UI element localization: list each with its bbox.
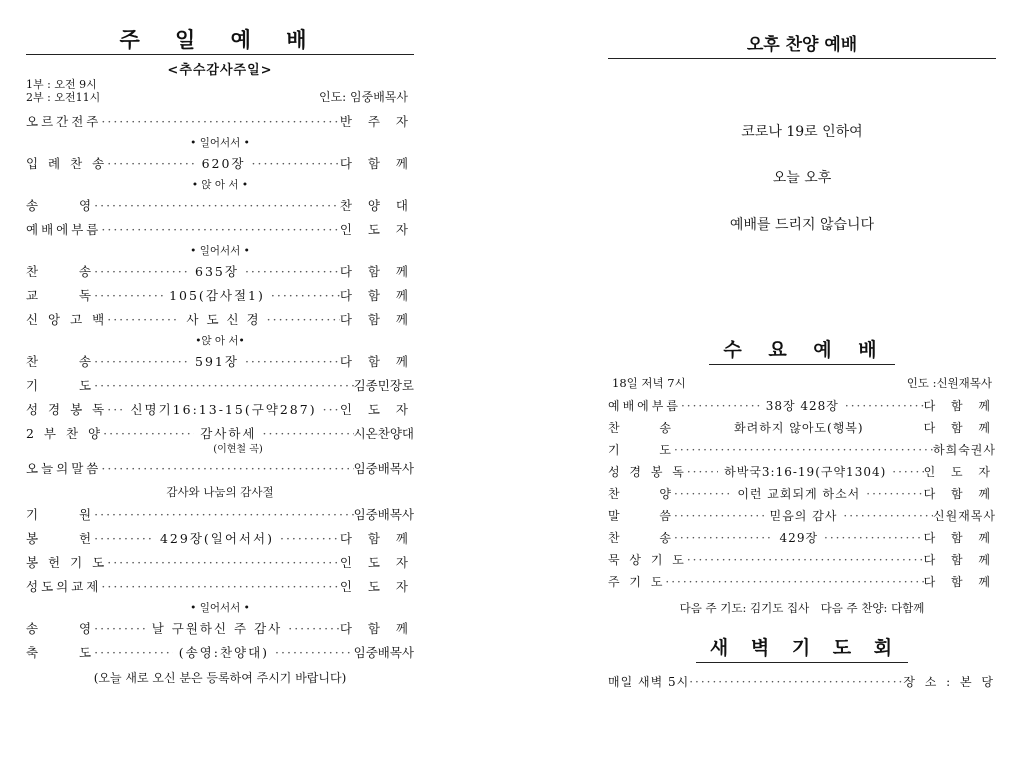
worship-item	[26, 284, 414, 308]
item-person: 다 함 께	[923, 399, 996, 413]
item-person: 인 도 자	[339, 579, 414, 594]
item-detail: 105(감사절1)	[169, 288, 265, 303]
wednesday-item	[608, 483, 996, 505]
item-label: 송 영	[26, 198, 95, 213]
dawn-prayer-place: 장 소 : 본 당	[903, 675, 996, 689]
worship-item	[26, 617, 414, 641]
item-label: 찬 송	[26, 354, 95, 369]
service1-time: 1부 : 오전 9시	[26, 78, 97, 91]
leader-dots	[94, 641, 173, 665]
leader-dots	[288, 617, 340, 641]
worship-item	[26, 551, 414, 575]
item-label: 말 씀	[608, 509, 674, 523]
item-label: 2 부 찬 양	[26, 426, 104, 441]
item-label: 기 도	[608, 443, 674, 457]
wednesday-service-title: 수 요 예 배	[608, 335, 996, 365]
leader-dots	[94, 260, 189, 284]
leader-dots	[245, 260, 340, 284]
item-person: 다 함 께	[923, 421, 997, 435]
posture-note: • 일어서서 •	[190, 137, 250, 149]
item-person: 다 함 께	[339, 621, 414, 636]
worship-item	[26, 641, 414, 665]
item-label: 오늘의말씀	[26, 461, 102, 476]
item-detail: 화려하지 않아도(행복)	[734, 421, 864, 435]
item-person: 다 함 께	[923, 531, 996, 545]
dawn-prayer-title: 새 벽 기 도 회	[608, 633, 996, 663]
item-person: 인 도 자	[339, 222, 414, 237]
wednesday-info	[608, 375, 996, 391]
covid-message-line1: 코로나 19로 인하여	[741, 124, 863, 140]
posture-note: • 앉 아 서 •	[191, 179, 249, 191]
item-label: 송 영	[26, 621, 95, 636]
item-label: 찬 송	[26, 264, 95, 279]
leader-dots	[275, 641, 354, 665]
item-detail: 635장	[195, 264, 239, 279]
wednesday-order	[608, 395, 996, 593]
item-person: 다 함 께	[923, 487, 996, 501]
item-label: 기 도	[26, 378, 95, 393]
sermon-theme: 감사와 나눔의 감사절	[166, 485, 274, 499]
item-label: 성 경 봉 독	[608, 465, 687, 479]
item-label: 찬 양	[608, 487, 674, 501]
leader-dots	[107, 308, 180, 332]
posture-note: • 일어서서 •	[190, 602, 250, 614]
item-label: 입 례 찬 송	[26, 156, 108, 171]
item-label: 예배에부름	[608, 399, 681, 413]
item-label: 예배에부름	[26, 222, 102, 237]
worship-item	[26, 152, 414, 176]
leader-dots	[665, 571, 923, 593]
covid-message-line2: 오늘 오후	[772, 170, 832, 186]
leader-dots	[687, 461, 718, 483]
item-person: 인 도 자	[339, 555, 414, 570]
item-detail: 신명기16:13-15(구약287)	[130, 402, 317, 417]
worship-item	[26, 398, 414, 422]
item-label: 신 앙 고 백	[26, 312, 108, 327]
item-label: 성도의교제	[26, 579, 102, 594]
posture-note: • 일어서서 •	[190, 245, 250, 257]
leader-dots	[107, 551, 340, 575]
item-detail: 620장	[201, 156, 246, 171]
worship-item	[26, 527, 414, 551]
wednesday-item	[608, 439, 996, 461]
leader-dots	[674, 527, 774, 549]
leader-dots	[252, 152, 340, 176]
item-person: 하희숙권사	[933, 443, 996, 457]
leader-dots	[101, 457, 353, 481]
item-label: 봉 헌 기 도	[26, 555, 108, 570]
item-person: 다 함 께	[339, 531, 414, 546]
item-person: 임중배목사	[353, 507, 414, 522]
leader-dots	[101, 110, 339, 134]
leader-dots	[94, 374, 353, 398]
leader-dots	[263, 422, 354, 446]
worship-item	[26, 350, 414, 374]
leader-dots	[245, 350, 340, 374]
service2-time: 2부 : 오전11시	[26, 91, 101, 104]
item-person: 김종민장로	[353, 378, 414, 393]
dawn-prayer-row	[608, 671, 996, 693]
item-person: 다 함 께	[339, 264, 414, 279]
wednesday-item	[608, 549, 996, 571]
wednesday-item	[608, 461, 996, 483]
wednesday-item	[608, 417, 996, 439]
order-of-worship	[26, 110, 414, 665]
item-detail: 이런 교회되게 하소서	[737, 487, 861, 501]
item-label: 찬 송	[608, 421, 674, 435]
leader-dots	[681, 395, 760, 417]
service-leader: 인도: 임중배목사	[318, 90, 408, 104]
leader-dots	[674, 505, 764, 527]
item-person: 임중배목사	[353, 461, 414, 476]
item-person: 신원재목사	[933, 509, 996, 523]
leader-dots	[323, 398, 340, 422]
item-person: 다 함 께	[923, 553, 996, 567]
worship-item	[26, 374, 414, 398]
item-detail: 사 도 신 경	[186, 312, 261, 327]
item-label: 축 도	[26, 645, 95, 660]
leader-dots	[674, 483, 731, 505]
item-subnote: (이현철 곡)	[213, 444, 263, 455]
worship-item	[26, 218, 414, 242]
item-label: 주 기 도	[608, 575, 666, 589]
item-detail: 날 구원하신 주 감사	[151, 621, 283, 636]
leader-dots	[103, 422, 194, 446]
leader-dots	[101, 575, 339, 599]
right-column	[608, 0, 996, 693]
worship-item	[26, 575, 414, 599]
title-rule	[26, 54, 414, 55]
item-detail: (송영:찬양대)	[178, 645, 270, 660]
item-label: 봉 헌	[26, 531, 95, 546]
leader-dots	[94, 284, 163, 308]
item-detail: 하박국3:16-19(구약1304)	[724, 465, 887, 479]
leader-dots	[94, 194, 340, 218]
leader-dots	[687, 549, 924, 571]
worship-item	[26, 260, 414, 284]
item-detail: 38장 428장	[765, 399, 839, 413]
item-person: 임중배목사	[353, 645, 415, 660]
item-person: 다 함 께	[339, 288, 415, 303]
wednesday-leader: 인도 :신원재목사	[906, 376, 992, 390]
worship-item	[26, 194, 414, 218]
item-detail: 감사하세	[200, 426, 257, 441]
worship-item	[26, 308, 414, 332]
item-person: 찬 양 대	[339, 198, 414, 213]
leader-dots	[674, 439, 933, 461]
item-person: 다 함 께	[339, 354, 414, 369]
leader-dots	[94, 350, 189, 374]
item-person: 시온찬양대	[353, 426, 414, 441]
item-person: 반 주 자	[339, 114, 414, 129]
posture-note: •앉 아 서•	[195, 335, 245, 347]
leader-dots	[843, 505, 933, 527]
sunday-service-title: 주 일 예 배	[119, 28, 321, 52]
item-detail: 믿음의 감사	[769, 509, 838, 523]
leader-dots	[689, 671, 903, 693]
item-label: 교 독	[26, 288, 95, 303]
leader-dots	[280, 527, 340, 551]
leader-dots	[94, 503, 353, 527]
wednesday-item	[608, 505, 996, 527]
leader-dots	[107, 398, 124, 422]
wednesday-time: 18일 저녁 7시	[612, 376, 686, 390]
item-person: 다 함 께	[923, 575, 996, 589]
item-person: 인 도 자	[339, 402, 414, 417]
item-detail: 429장(일어서서)	[159, 531, 274, 546]
item-detail: 591장	[195, 354, 239, 369]
item-detail: 429장	[779, 531, 819, 545]
leader-dots	[94, 527, 154, 551]
next-week-info: 다음 주 기도: 김기도 집사 다음 주 찬양: 다함께	[679, 601, 925, 615]
leader-dots	[845, 395, 924, 417]
item-person: 다 함 께	[339, 312, 414, 327]
item-person: 인 도 자	[923, 465, 997, 479]
leader-dots	[866, 483, 923, 505]
wednesday-item	[608, 395, 996, 417]
leader-dots	[271, 284, 340, 308]
worship-item	[26, 503, 414, 527]
leader-dots	[94, 617, 146, 641]
leader-dots	[892, 461, 923, 483]
worship-item	[26, 457, 414, 481]
service2-row	[26, 91, 414, 104]
item-label: 묵 상 기 도	[608, 553, 687, 567]
thanksgiving-subtitle: <추수감사주일>	[167, 63, 273, 78]
sunday-service-column	[26, 0, 414, 686]
leader-dots	[101, 218, 339, 242]
item-label: 성 경 봉 독	[26, 402, 108, 417]
covid-message-line3: 예배를 드리지 않습니다	[729, 217, 875, 233]
item-label: 찬 송	[608, 531, 674, 545]
leader-dots	[824, 527, 924, 549]
item-label: 오르간전주	[26, 114, 102, 129]
item-person: 다 함 께	[339, 156, 415, 171]
item-label: 기 원	[26, 507, 95, 522]
newcomer-note: (오늘 새로 오신 분은 등록하여 주시기 바랍니다)	[93, 671, 347, 685]
leader-dots	[107, 152, 195, 176]
leader-dots	[267, 308, 340, 332]
dawn-prayer-time: 매일 새벽 5시	[608, 675, 690, 689]
afternoon-service-title: 오후 찬양 예배	[746, 35, 858, 55]
worship-item	[26, 110, 414, 134]
wednesday-item	[608, 571, 996, 593]
wednesday-item	[608, 527, 996, 549]
